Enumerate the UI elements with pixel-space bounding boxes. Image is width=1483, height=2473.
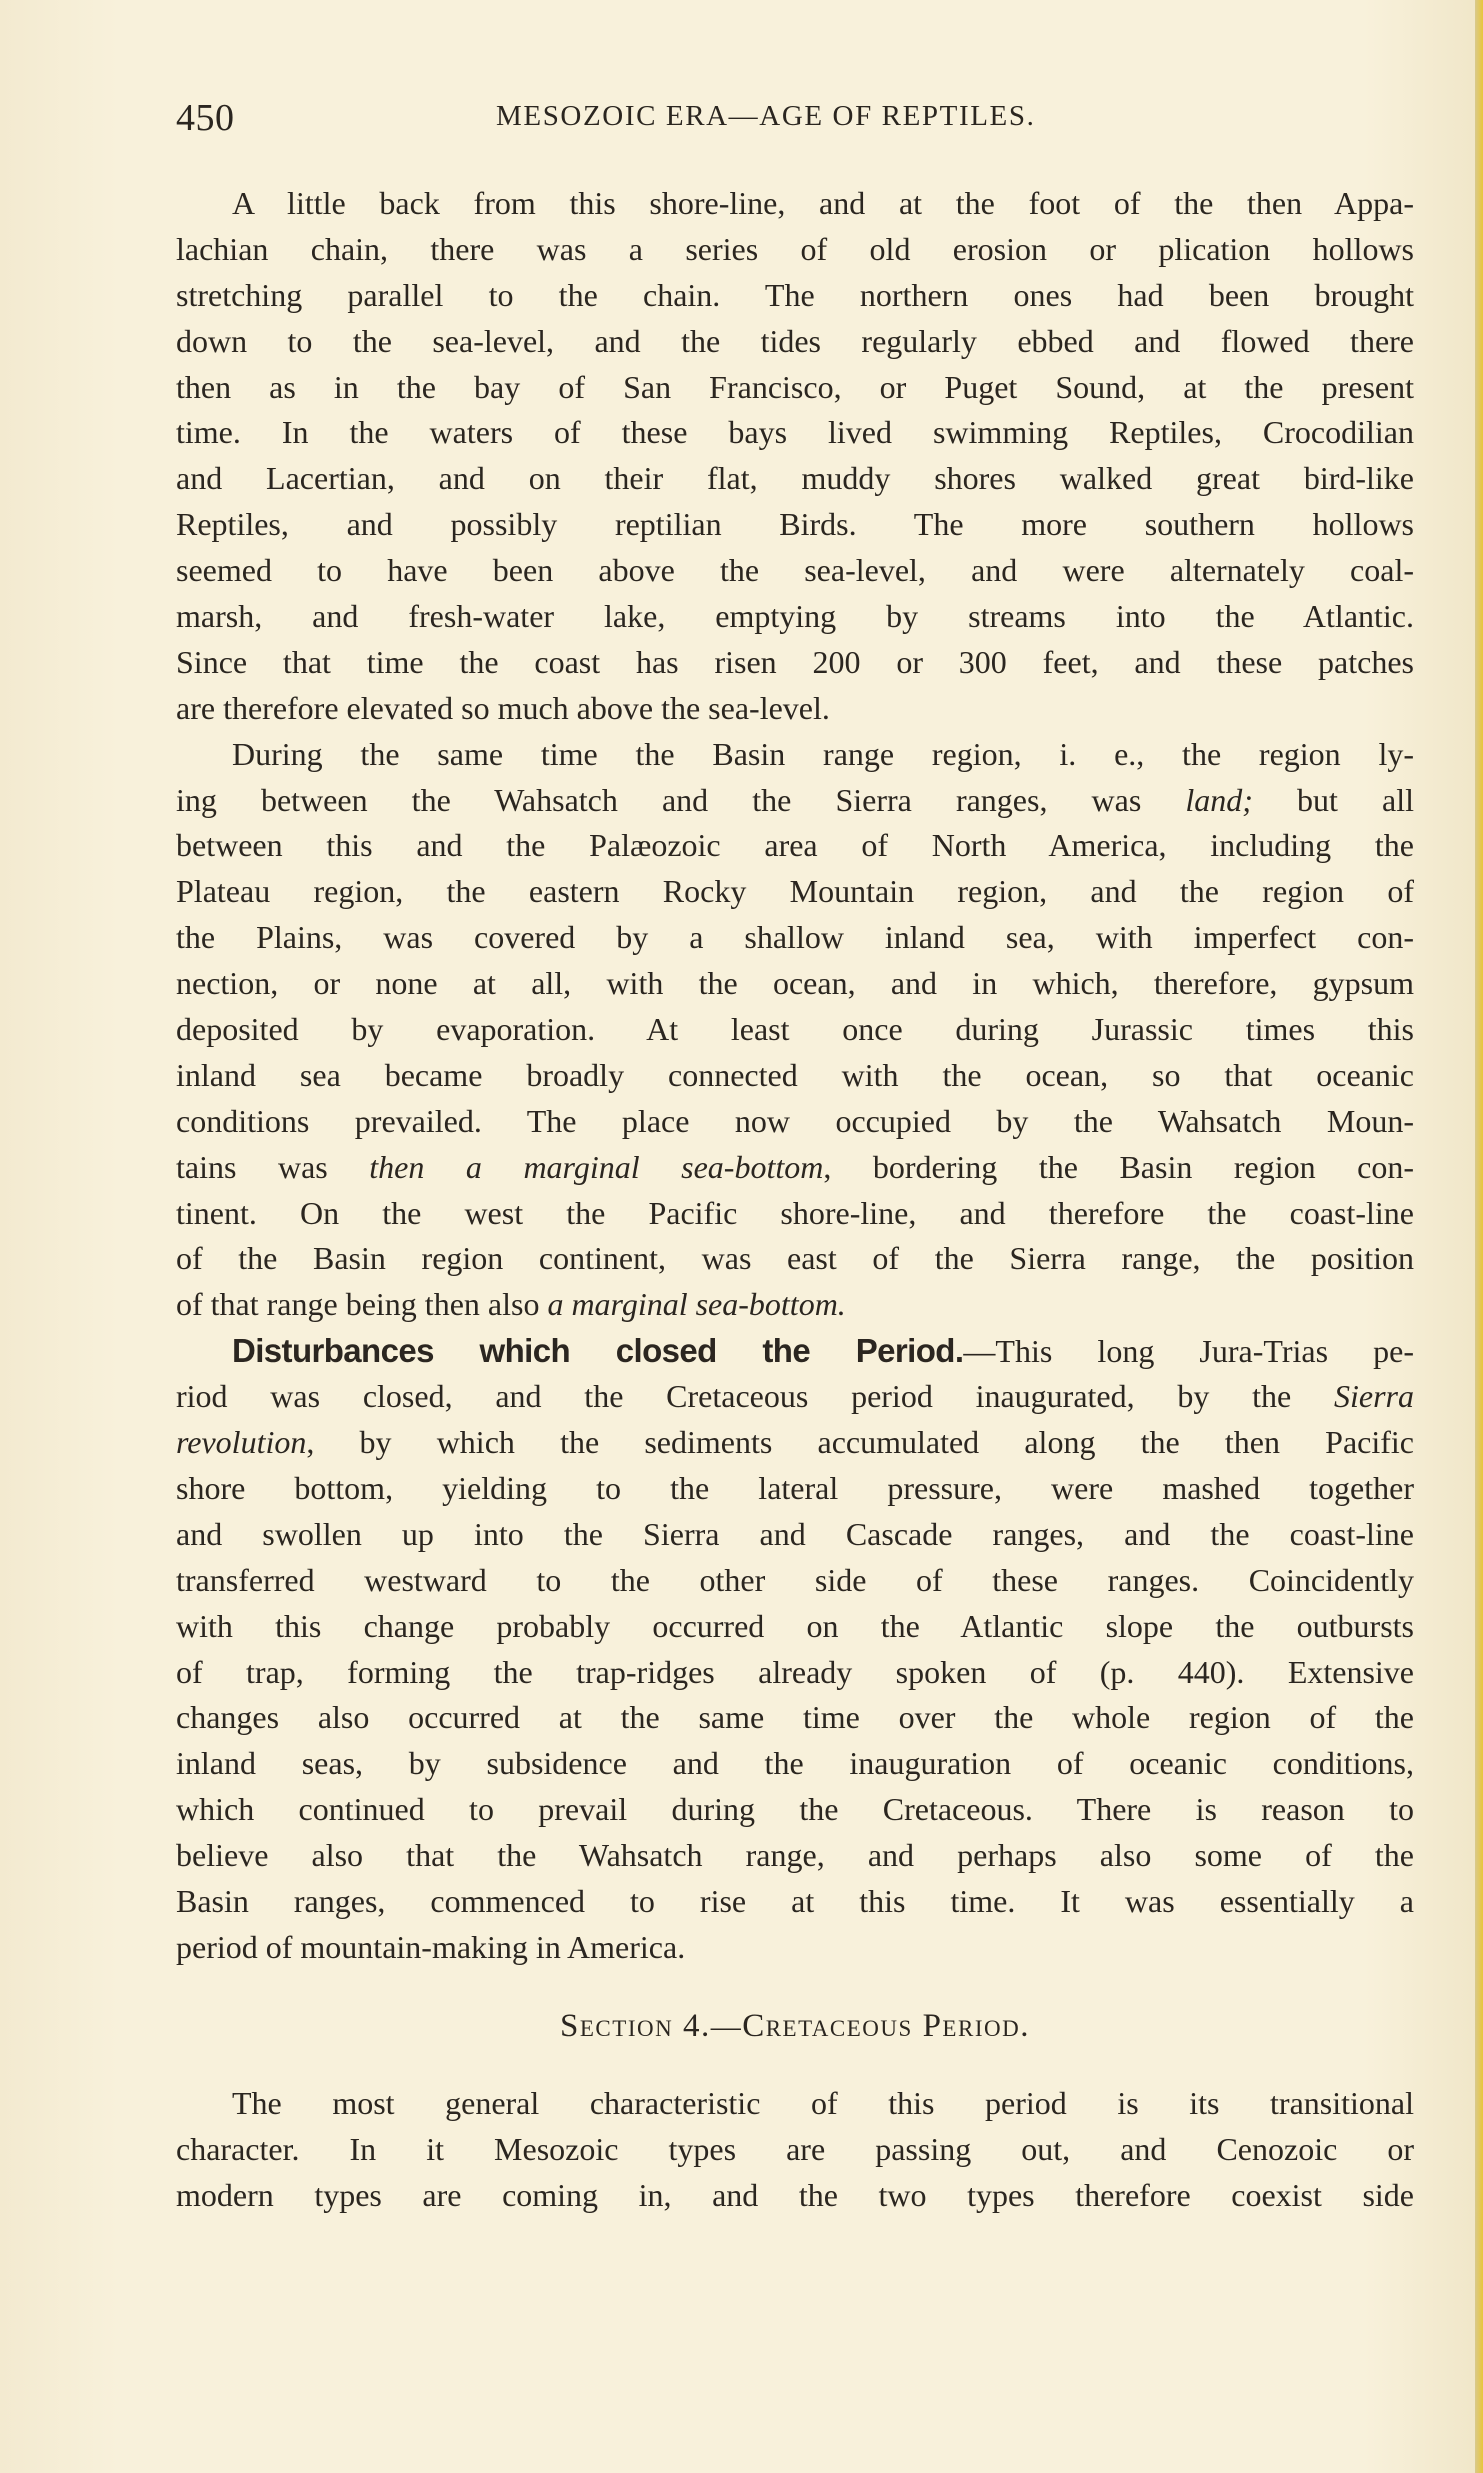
section-dash: — — [710, 2009, 743, 2043]
paragraph — [176, 2081, 1414, 2219]
text-line: modern types are coming in, and the two types therefore coexist side — [176, 2176, 1414, 2213]
text-line — [176, 1328, 1414, 1374]
text-line: Reptiles, and possibly reptilian Birds. The more southern hollows — [176, 506, 1414, 543]
text-line: and swollen up into the Sierra and Cascade ranges, and the coast-line — [176, 1515, 1414, 1552]
text-line — [176, 1282, 1414, 1328]
paragraph-heading: Disturbances which closed the Period. — [232, 1332, 964, 1370]
text-line: The most general characteristic of this period is its transitional — [232, 2084, 1414, 2121]
text-line: which continued to prevail during the Cretaceous. There is reason to — [176, 1791, 1414, 1828]
text-line: A little back from this shore-line, and at the foot of the then Appa- — [232, 185, 1414, 221]
section-number: Section 4. — [560, 2007, 711, 2044]
text-line: believe also that the Wahsatch range, and perhaps also some of the — [176, 1837, 1414, 1874]
text-span: riod was closed, and the Cretaceous period inaugurated, by the — [176, 1378, 1334, 1415]
text-line: marsh, and fresh-water lake, emptying by streams into the Atlantic. — [176, 598, 1414, 635]
text-line — [176, 1420, 1414, 1466]
text-span: , by which the sediments accumulated along the then Pacific — [306, 1424, 1414, 1461]
text-line: transferred westward to the other side of these ranges. Coincidently — [176, 1561, 1414, 1598]
text-line: lachian chain, there was a series of old erosion or plication hollows — [176, 230, 1414, 267]
text-line — [176, 1145, 1414, 1191]
italic-text: a marginal sea-bottom. — [547, 1286, 846, 1323]
text-line — [176, 778, 1414, 824]
paragraph — [176, 732, 1414, 1329]
page-number: 450 — [176, 97, 235, 139]
page-header — [176, 96, 1414, 146]
text-line: and Lacertian, and on their flat, muddy shores walked great bird-like — [176, 460, 1414, 497]
text-line: shore bottom, yielding to the lateral pressure, were mashed together — [176, 1469, 1414, 1506]
text-line: then as in the bay of San Francisco, or Puget Sound, at the present — [176, 368, 1414, 405]
text-line: changes also occurred at the same time over the whole region of the — [176, 1699, 1414, 1736]
text-span: of that range being then also — [176, 1286, 548, 1323]
text-span: —This long Jura-Trias pe- — [963, 1333, 1414, 1370]
text-line: with this change probably occurred on the Atlantic slope the outbursts — [176, 1607, 1414, 1644]
text-line: time. In the waters of these bays lived swimming Reptiles, Crocodilian — [176, 414, 1414, 451]
text-span: , bordering the Basin region con- — [823, 1148, 1414, 1185]
body-text — [176, 181, 1414, 2218]
text-line: inland sea became broadly connected with the ocean, so that oceanic — [176, 1056, 1414, 1093]
text-line: of the Basin region continent, was east of the Sierra range, the position — [176, 1240, 1414, 1277]
page-edge — [1475, 0, 1483, 2473]
text-line: character. In it Mesozoic types are passing out, and Cenozoic or — [176, 2130, 1414, 2167]
italic-text: Sierra — [1334, 1378, 1414, 1415]
text-span: but all — [1252, 781, 1414, 818]
text-line — [176, 1374, 1414, 1420]
text-line: conditions prevailed. The place now occupied by the Wahsatch Moun- — [176, 1102, 1414, 1139]
text-line: between this and the Palæozoic area of North America, including the — [176, 827, 1414, 864]
text-line: stretching parallel to the chain. The northern ones had been brought — [176, 276, 1414, 313]
running-head: MESOZOIC ERA—AGE OF REPTILES. — [496, 100, 1036, 132]
section-heading — [176, 1971, 1414, 2081]
text-span: tains was — [176, 1148, 370, 1185]
text-line: Plateau region, the eastern Rocky Mountain region, and the region of — [176, 873, 1414, 910]
text-line: inland seas, by subsidence and the inauguration of oceanic conditions, — [176, 1745, 1414, 1782]
text-line: tinent. On the west the Pacific shore-line, and therefore the coast-line — [176, 1194, 1414, 1231]
text-line: are therefore elevated so much above the sea-level. — [176, 689, 830, 726]
text-line: of trap, forming the trap-ridges already spoken of (p. 440). Extensive — [176, 1653, 1414, 1690]
text-line: During the same time the Basin range region, i. e., the region ly- — [232, 735, 1414, 772]
text-line: Since that time the coast has risen 200 or 300 feet, and these patches — [176, 643, 1414, 680]
italic-text: revolution — [176, 1424, 307, 1461]
text-line: seemed to have been above the sea-level, and were alternately coal- — [176, 552, 1414, 589]
section-title: Cretaceous Period. — [742, 2007, 1030, 2044]
italic-text: land; — [1185, 781, 1253, 818]
text-line: Basin ranges, commenced to rise at this time. It was essentially a — [176, 1882, 1414, 1919]
text-line: period of mountain-making in America. — [176, 1928, 686, 1965]
paragraph — [176, 1328, 1414, 1970]
italic-text: then a marginal sea-bottom — [369, 1148, 824, 1185]
paragraph — [176, 181, 1414, 732]
text-line: deposited by evaporation. At least once during Jurassic times this — [176, 1011, 1414, 1048]
text-span: ing between the Wahsatch and the Sierra ranges, was — [176, 781, 1186, 818]
text-line: down to the sea-level, and the tides regularly ebbed and flowed there — [176, 322, 1414, 359]
text-line: the Plains, was covered by a shallow inland sea, with imperfect con- — [176, 919, 1414, 956]
text-line: nection, or none at all, with the ocean, and in which, therefore, gypsum — [176, 965, 1414, 1002]
